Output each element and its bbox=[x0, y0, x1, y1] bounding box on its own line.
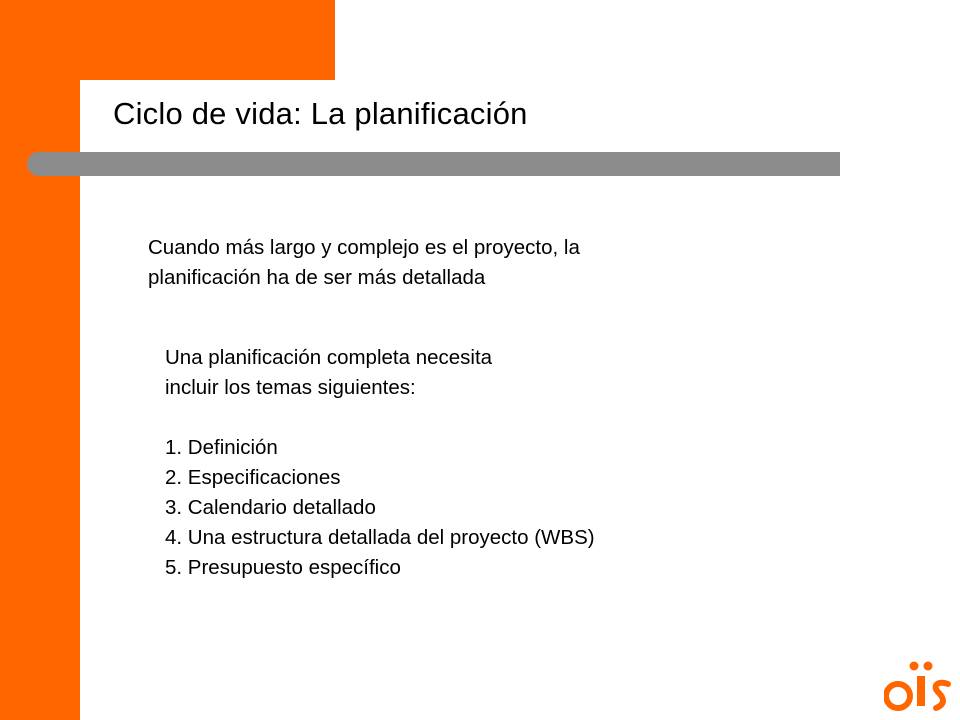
ots-logo-icon bbox=[884, 652, 952, 716]
list-item: 5. Presupuesto específico bbox=[165, 556, 401, 579]
list-item: 2. Especificaciones bbox=[165, 466, 341, 489]
list-item: 1. Definición bbox=[165, 436, 278, 459]
topics-block bbox=[165, 343, 805, 583]
spacer bbox=[165, 403, 805, 433]
title-underline-bar bbox=[27, 152, 840, 176]
list-item: 3. Calendario detallado bbox=[165, 496, 376, 519]
orange-side-bar bbox=[0, 0, 80, 720]
orange-top-band bbox=[0, 0, 335, 80]
intro-line: Cuando más largo y complejo es el proyecto, la bbox=[148, 236, 580, 259]
lead-line: Una planificación completa necesita bbox=[165, 346, 493, 369]
slide-title: Ciclo de vida: La planificación bbox=[113, 96, 528, 131]
lead-line: incluir los temas siguientes: bbox=[165, 376, 416, 399]
intro-paragraph bbox=[148, 233, 788, 293]
intro-line: planificación ha de ser más detallada bbox=[148, 266, 486, 289]
list-item: 4. Una estructura detallada del proyecto (WBS) bbox=[165, 526, 595, 549]
